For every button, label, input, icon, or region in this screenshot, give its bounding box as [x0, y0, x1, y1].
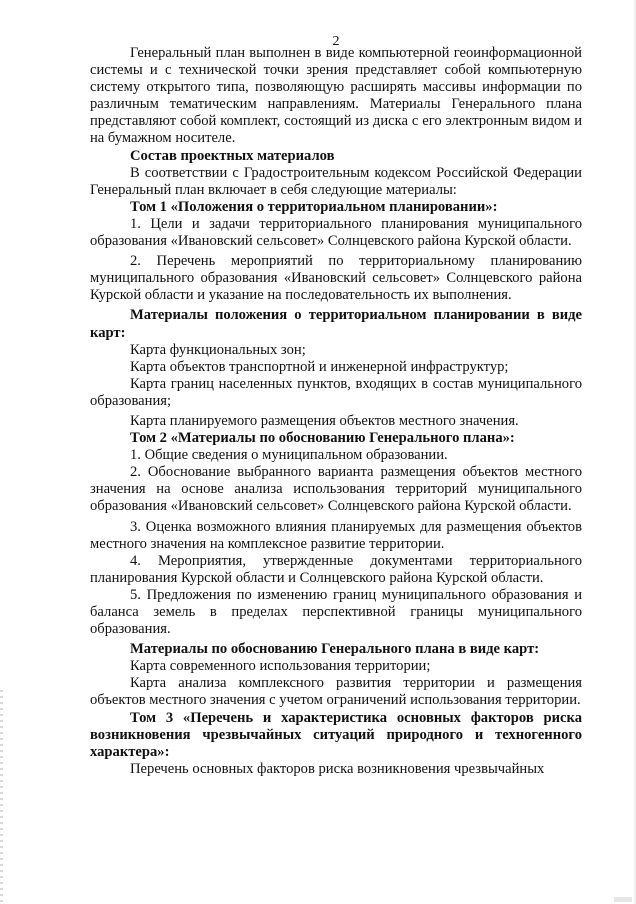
volume-2-maps-heading: Материалы по обоснованию Генерального плана в виде карт: — [130, 641, 540, 658]
volume-1-maps-heading: Материалы положения о территориальном планировании в виде карт: — [90, 307, 582, 341]
volume-1-heading: Том 1 «Положения о территориальном планировании»: — [130, 198, 498, 215]
volume-2-item-2: 2. Обоснование выбранного варианта размещения объектов местного значения на основе анализа использования территорий муниципального образования «Ивановский сельсовет» Солнцевского района Курской области. — [90, 464, 582, 515]
map-development-analysis: Карта анализа комплексного развития территории и размещения объектов местного значения с учетом ограничений использования территории. — [90, 675, 582, 709]
volume-1-item-1: 1. Цели и задачи территориального планирования муниципального образования «Ивановский сельсовет» Солнцевского района Курской области. — [90, 215, 582, 250]
volume-2-item-4: 4. Мероприятия, утвержденные документами территориального планирования Курской области и Солнцевского района Курской области. — [90, 552, 582, 586]
scan-corner-mark — [614, 897, 632, 902]
paragraph-code-reference: В соответствии с Градостроительным кодексом Российской Федерации Генеральный план включает в себя следующие материалы: — [90, 164, 582, 198]
page-number: 2 — [332, 34, 340, 49]
map-functional-zones: Карта функциональных зон; — [130, 341, 306, 358]
volume-3-item-start: Перечень основных факторов риска возникновения чрезвычайных — [130, 760, 545, 777]
map-settlement-borders: Карта границ населенных пунктов, входящих в состав муниципального образования; — [90, 375, 582, 409]
scan-left-edge — [0, 690, 3, 904]
volume-2-item-3: 3. Оценка возможного влияния планируемых для размещения объектов местного значения на комплексное развитие территории. — [90, 518, 582, 552]
volume-2-item-1: 1. Общие сведения о муниципальном образовании. — [130, 447, 448, 464]
volume-1-item-2: 2. Перечень мероприятий по территориальному планированию муниципального образования «Ивановский сельсовет» Солнцевского района Курской области и указание на последовательность их выполнения. — [90, 253, 582, 304]
volume-2-heading: Том 2 «Материалы по обоснованию Генерального плана»: — [130, 430, 515, 447]
section-heading-project-materials: Состав проектных материалов — [130, 147, 335, 164]
map-transport-infrastructure: Карта объектов транспортной и инженерной инфраструктур; — [130, 358, 509, 375]
intro-paragraph: Генеральный план выполнен в виде компьютерной геоинформационной системы и с технической точки зрения представляет собой компьютерную систему открытого типа, позволяющую расширять массивы информации по различным тематическим направлениям. Материалы Генерального плана представляют собой комплект, состоящий из диска с его электронным видом и на бумажном носителе. — [90, 45, 582, 147]
map-planned-objects: Карта планируемого размещения объектов местного значения. — [130, 412, 519, 429]
document-page — [90, 0, 582, 778]
volume-2-item-5: 5. Предложения по изменению границ муниципального образования и баланса земель в пределах перспективной границы муниципального образования. — [90, 586, 582, 638]
volume-3-heading: Том 3 «Перечень и характеристика основных факторов риска возникновения чрезвычайных ситуаций природного и техногенного характера»: — [90, 709, 582, 760]
map-current-land-use: Карта современного использования территории; — [130, 658, 431, 675]
